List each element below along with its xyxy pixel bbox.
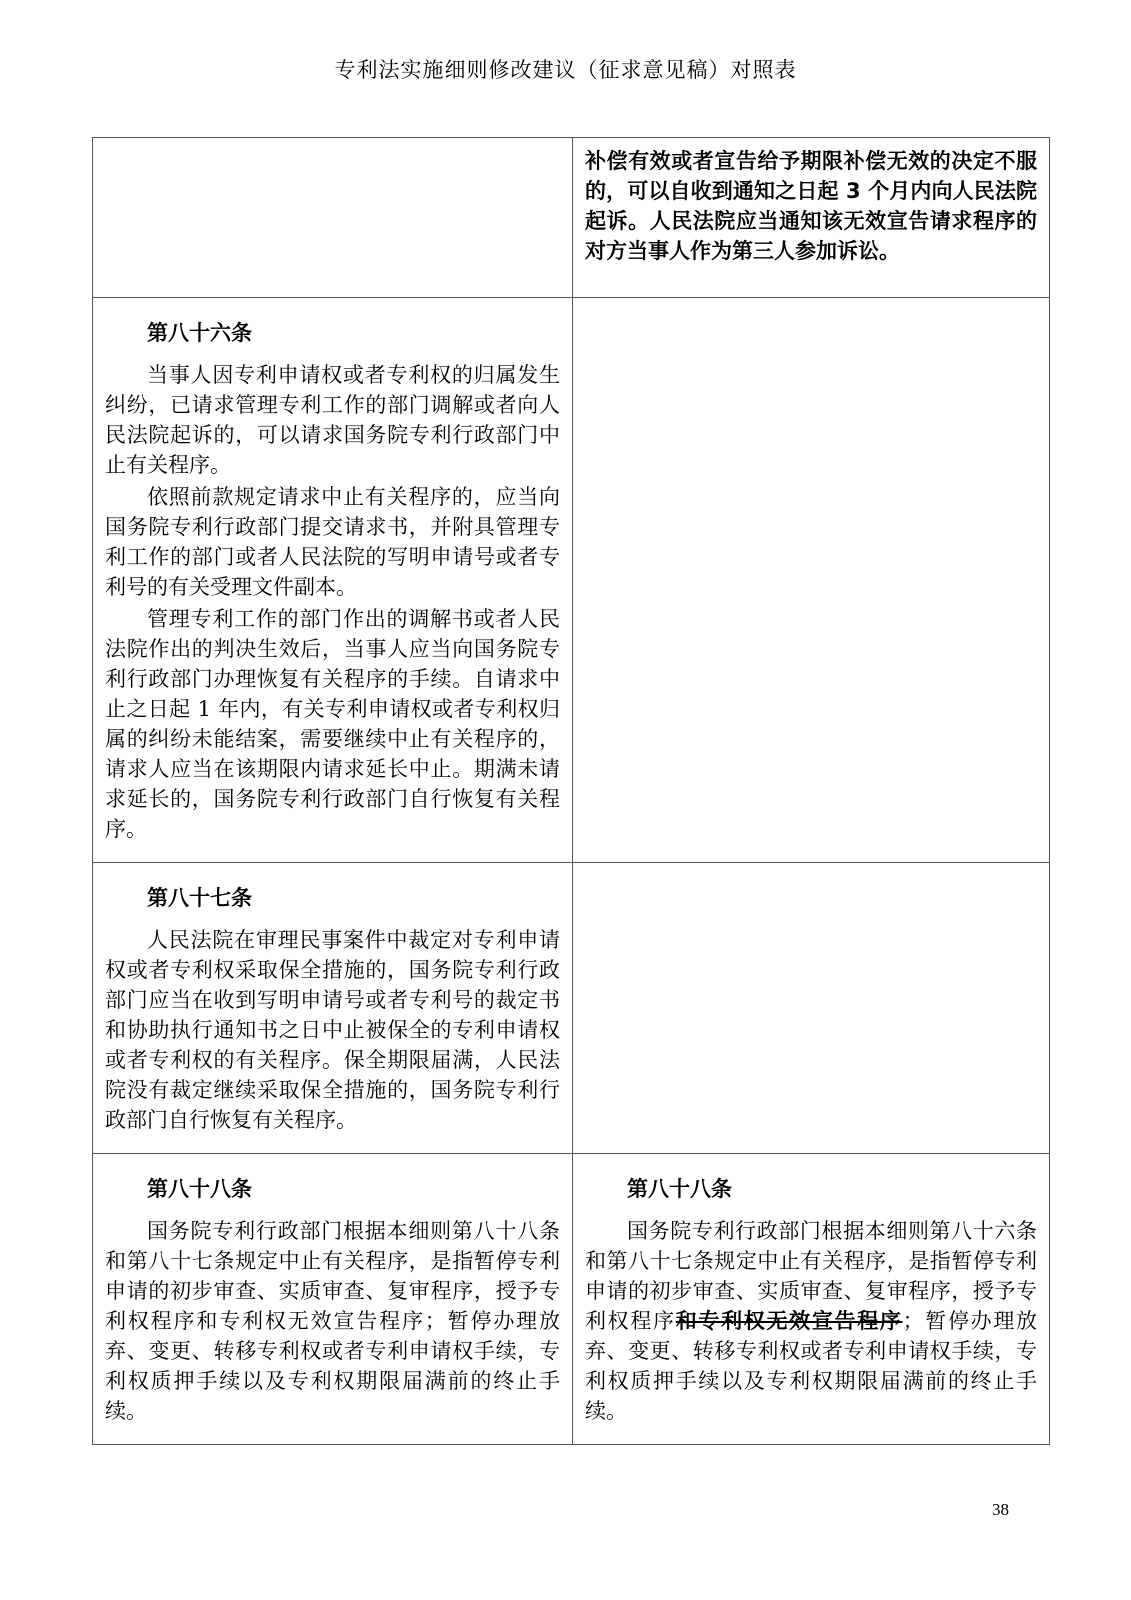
continuation-paragraph: 补偿有效或者宣告给予期限补偿无效的决定不服的，可以自收到通知之日起 3 个月内向人民法院起诉。人民法院应当通知该无效宣告请求程序的对方当事人作为第三人参加诉讼。 — [585, 149, 1037, 263]
table-row — [93, 298, 1050, 863]
left-cell-empty — [93, 138, 573, 298]
article-title: 第八十八条 — [627, 1177, 732, 1201]
page-number: 38 — [992, 1500, 1009, 1519]
paragraph-text: ；暂停办理放弃、变更、转移专利权或者专利申请权手续，专利权质押手续以及专利权期限届满前的终止手续。 — [585, 1309, 1038, 1423]
right-cell-empty — [573, 863, 1050, 1154]
right-cell-continuation — [573, 138, 1050, 298]
left-cell-article-88 — [93, 1154, 573, 1445]
article-paragraph: 人民法院在审理民事案件中裁定对专利申请权或者专利权采取保全措施的，国务院专利行政部门应当在收到写明申请号或者专利号的裁定书和协助执行通知书之日中止被保全的专利申请权或者专利权的有关程序。保全期限届满，人民法院没有裁定继续采取保全措施的，国务院专利行政部门自行恢复有关程序。 — [105, 928, 560, 1132]
table-row — [93, 863, 1050, 1154]
article-paragraph: 当事人因专利申请权或者专利权的归属发生纠纷，已请求管理专利工作的部门调解或者向人民法院起诉的，可以请求国务院专利行政部门中止有关程序。 — [105, 363, 560, 477]
article-title: 第八十六条 — [147, 321, 252, 345]
article-title: 第八十七条 — [147, 886, 252, 910]
article-paragraph: 管理专利工作的部门作出的调解书或者人民法院作出的判决生效后，当事人应当向国务院专利行政部门办理恢复有关程序的手续。自请求中止之日起 1 年内，有关专利申请权或者专利权归属的纠纷未能结案，需要继续中止有关程序的，请求人应当在该期限内请求延长中止。期满未请求延长的，国务院专利行政部门自行恢复有关程序。 — [105, 607, 560, 841]
left-cell-article-86 — [93, 298, 573, 863]
article-paragraph-revised — [585, 1216, 1037, 1426]
article-paragraph: 依照前款规定请求中止有关程序的，应当向国务院专利行政部门提交请求书，并附具管理专利工作的部门或者人民法院的写明申请号或者专利号的有关受理文件副本。 — [105, 485, 560, 599]
left-cell-article-87 — [93, 863, 573, 1154]
article-paragraph: 国务院专利行政部门根据本细则第八十八条和第八十七条规定中止有关程序，是指暂停专利申请的初步审查、实质审查、复审程序，授予专利权程序和专利权无效宣告程序；暂停办理放弃、变更、转移专利权或者专利申请权手续，专利权质押手续以及专利权期限届满前的终止手续。 — [105, 1219, 560, 1423]
table-row — [93, 138, 1050, 298]
paragraph-text: 国务院专利行政部门根据本细则第八十六条和第八十七条规定中止有关程序，是指暂停专利申请的初步审查、实质审查、复审程序，授予专利权程序 — [585, 1219, 1037, 1333]
comparison-table — [92, 137, 1050, 1445]
page-header-title: 专利法实施细则修改建议（征求意见稿）对照表 — [334, 58, 797, 82]
right-cell-article-88 — [573, 1154, 1050, 1445]
table-row — [93, 1154, 1050, 1445]
article-title: 第八十八条 — [147, 1177, 252, 1201]
right-cell-empty — [573, 298, 1050, 863]
deleted-text: 和专利权无效宣告程序 — [675, 1309, 903, 1333]
